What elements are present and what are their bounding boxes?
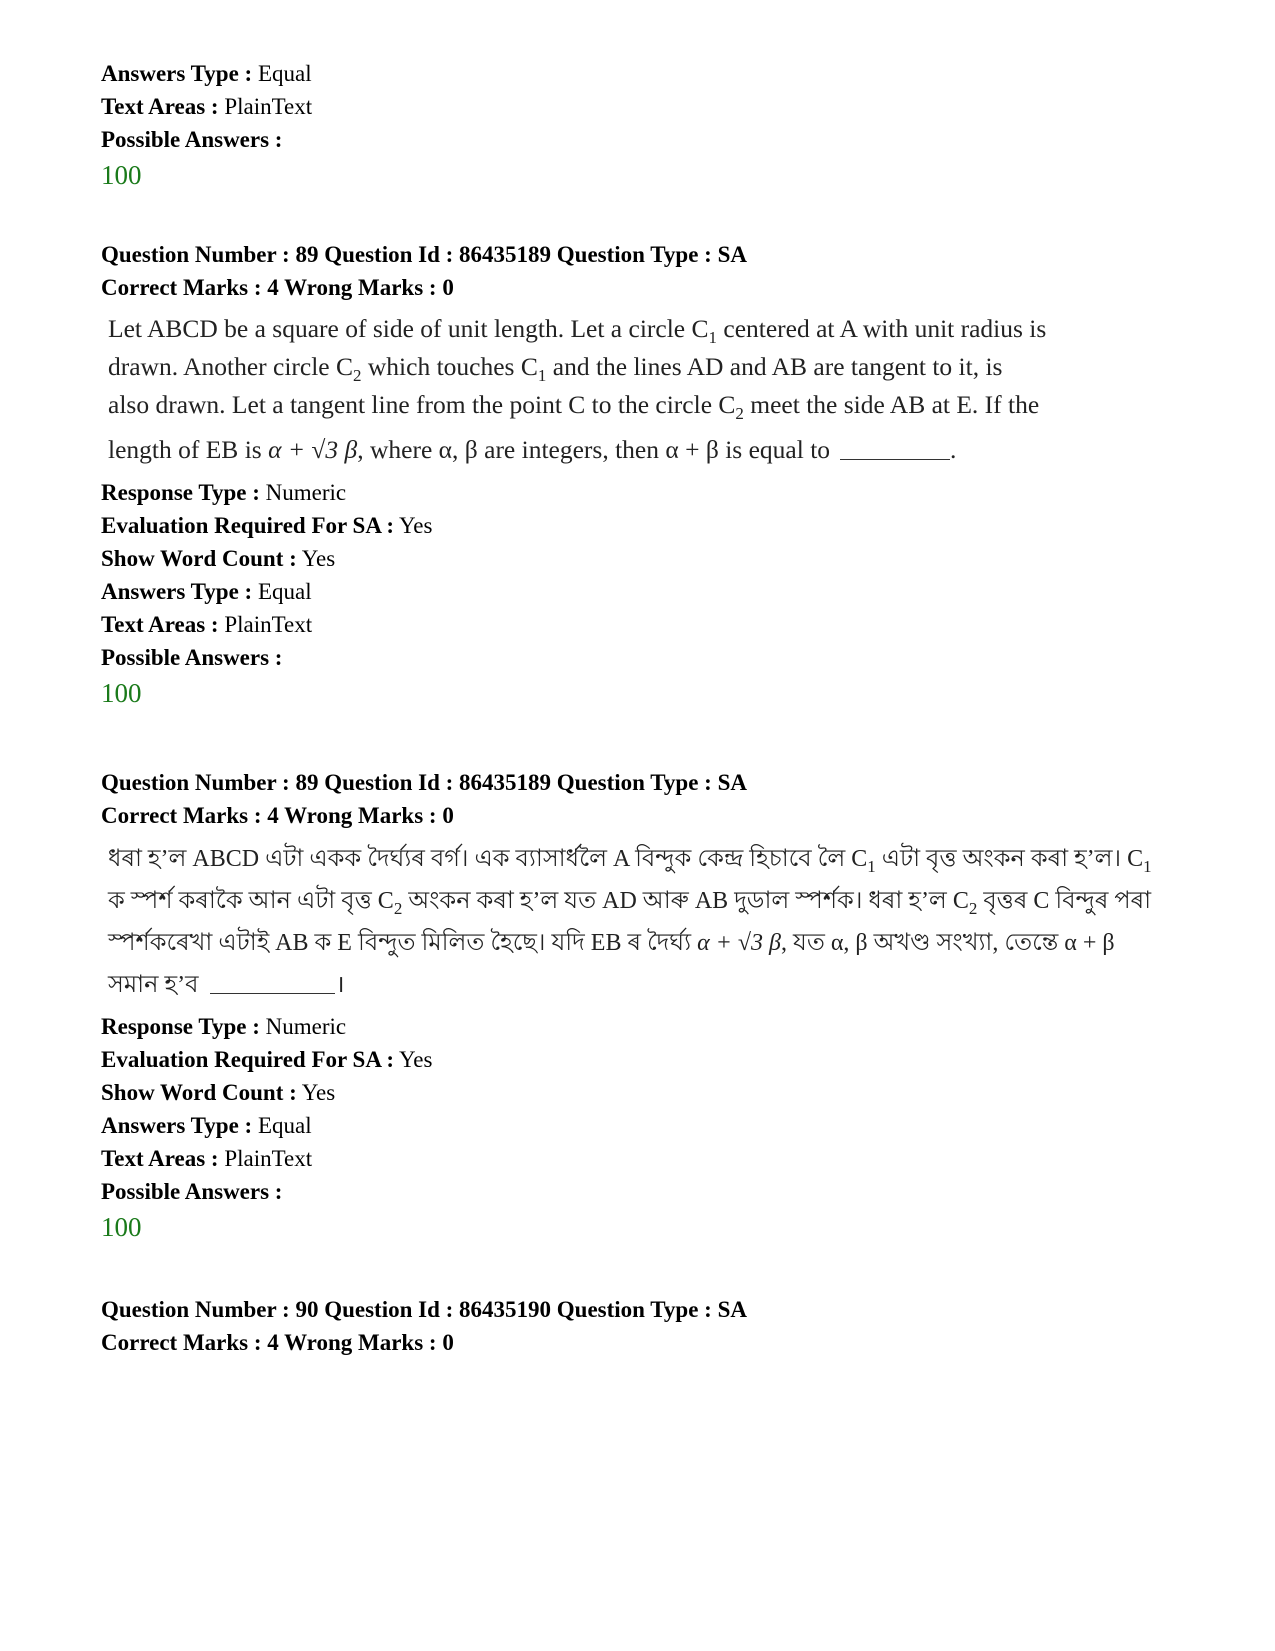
question-text-line: [108, 880, 1181, 922]
text-areas-value: PlainText: [224, 1146, 313, 1171]
answers-type-value: Equal: [257, 61, 312, 86]
text-areas-row: [101, 1142, 1181, 1175]
word-count-row: [101, 1076, 1181, 1109]
word-count-value: Yes: [301, 1080, 336, 1105]
subscript: 2: [968, 899, 978, 918]
answers-type-row: [101, 1109, 1181, 1142]
text-areas-row: [101, 608, 1181, 641]
math-expression: α + √3 β: [697, 930, 781, 956]
text-segment: ধৰা হ’ল ABCD এটা একক দৈৰ্ঘ্যৰ বৰ্গ। এক ব্যাসাৰ্ধলৈ A বিন্দুক কেন্দ্ৰ হিচাবে লৈ C: [108, 846, 868, 872]
text-segment: and the lines AD and AB are tangent to it, is: [546, 352, 1003, 381]
subscript: 1: [537, 366, 547, 385]
evaluation-label: Evaluation Required For SA :: [101, 1047, 395, 1072]
response-type-label: Response Type :: [101, 1014, 260, 1039]
subscript: 1: [708, 328, 717, 347]
question-marks: Correct Marks : 4 Wrong Marks : 0: [101, 275, 454, 300]
question-89-english: [101, 238, 1181, 712]
question-text: [101, 310, 1181, 472]
question-89-assamese: [101, 766, 1181, 1246]
text-segment: Let ABCD be a square of side of unit length. Let a circle C: [108, 314, 709, 343]
text-segment: also drawn. Let a tangent line from the point C to the circle C: [108, 390, 736, 419]
response-type-label: Response Type :: [101, 480, 260, 505]
text-segment: অংকন কৰা হ’ল যত AD আৰু AB দুডাল স্পৰ্শক। ধৰা হ’ল C: [402, 888, 969, 914]
possible-answers-row: [101, 123, 1181, 156]
text-areas-label: Text Areas :: [101, 1146, 219, 1171]
word-count-value: Yes: [301, 546, 336, 571]
answers-type-row: [101, 575, 1181, 608]
question-header: Question Number : 89 Question Id : 86435189 Question Type : SA: [101, 242, 747, 267]
question-header: Question Number : 90 Question Id : 86435190 Question Type : SA: [101, 1297, 747, 1322]
response-type-row: [101, 476, 1181, 509]
evaluation-value: Yes: [399, 1047, 433, 1072]
text-segment: ।: [335, 972, 345, 998]
answers-type-label: Answers Type :: [101, 61, 253, 86]
answers-type-label: Answers Type :: [101, 1113, 253, 1138]
evaluation-row: [101, 509, 1181, 542]
subscript: 1: [1143, 857, 1152, 876]
possible-answers-row: [101, 1175, 1181, 1208]
word-count-row: [101, 542, 1181, 575]
question-text-line: [108, 838, 1181, 880]
question-text-line: [108, 424, 1181, 472]
question-header: Question Number : 89 Question Id : 86435189 Question Type : SA: [101, 770, 747, 795]
text-segment: .: [950, 435, 957, 464]
text-segment: which touches C: [361, 352, 538, 381]
response-type-value: Numeric: [265, 1014, 347, 1039]
possible-answers-label: Possible Answers :: [101, 645, 283, 670]
text-segment: length of EB is: [108, 435, 269, 464]
text-segment: স্পৰ্শকৰেখা এটাই AB ক E বিন্দুত মিলিত হৈছে। যদি EB ৰ দৈৰ্ঘ্য: [108, 930, 698, 956]
evaluation-label: Evaluation Required For SA :: [101, 513, 395, 538]
text-segment: drawn. Another circle C: [108, 352, 354, 381]
evaluation-row: [101, 1043, 1181, 1076]
possible-answer-value: 100: [101, 160, 142, 190]
question-text-line: [108, 348, 1181, 386]
answers-type-value: Equal: [257, 579, 312, 604]
text-segment: ক স্পৰ্শ কৰাকৈ আন এটা বৃত্ত C: [108, 888, 394, 914]
question-90: [101, 1293, 1181, 1359]
question-text-line: [108, 922, 1181, 964]
answer-blank: [210, 975, 335, 994]
subscript: 2: [735, 404, 744, 423]
question-text-line: [108, 386, 1181, 424]
answers-type-row: [101, 57, 1181, 90]
text-segment: সমান হ’ব: [108, 972, 199, 998]
possible-answers-label: Possible Answers :: [101, 1179, 283, 1204]
text-areas-value: PlainText: [224, 612, 313, 637]
word-count-label: Show Word Count :: [101, 1080, 297, 1105]
answers-type-value: Equal: [257, 1113, 312, 1138]
text-segment: , যত α, β অখণ্ড সংখ্যা, তেন্তে α + β: [781, 930, 1115, 956]
word-count-label: Show Word Count :: [101, 546, 297, 571]
text-segment: এটা বৃত্ত অংকন কৰা হ’ল। C: [875, 846, 1144, 872]
text-areas-label: Text Areas :: [101, 94, 219, 119]
text-segment: , where α, β are integers, then α + β is equal to: [357, 435, 831, 464]
text-segment: বৃত্তৰ C বিন্দুৰ পৰা: [977, 888, 1152, 914]
top-answer-block: [101, 57, 1181, 194]
subscript: 2: [393, 899, 403, 918]
possible-answer-value: 100: [101, 678, 142, 708]
possible-answers-row: [101, 641, 1181, 674]
text-areas-row: [101, 90, 1181, 123]
question-text-line: [108, 964, 1181, 1006]
question-marks: Correct Marks : 4 Wrong Marks : 0: [101, 1330, 454, 1355]
answers-type-label: Answers Type :: [101, 579, 253, 604]
possible-answer-value: 100: [101, 1212, 142, 1242]
text-areas-label: Text Areas :: [101, 612, 219, 637]
text-areas-value: PlainText: [224, 94, 313, 119]
response-type-value: Numeric: [265, 480, 347, 505]
text-segment: meet the side AB at E. If the: [743, 390, 1040, 419]
subscript: 2: [353, 366, 362, 385]
math-expression: α + √3 β: [268, 435, 358, 464]
subscript: 1: [867, 857, 876, 876]
question-marks: Correct Marks : 4 Wrong Marks : 0: [101, 803, 454, 828]
question-text-line: [108, 310, 1181, 348]
evaluation-value: Yes: [399, 513, 433, 538]
question-text: [101, 838, 1181, 1006]
possible-answers-label: Possible Answers :: [101, 127, 283, 152]
text-segment: centered at A with unit radius is: [717, 314, 1047, 343]
response-type-row: [101, 1010, 1181, 1043]
answer-blank: [840, 441, 950, 460]
